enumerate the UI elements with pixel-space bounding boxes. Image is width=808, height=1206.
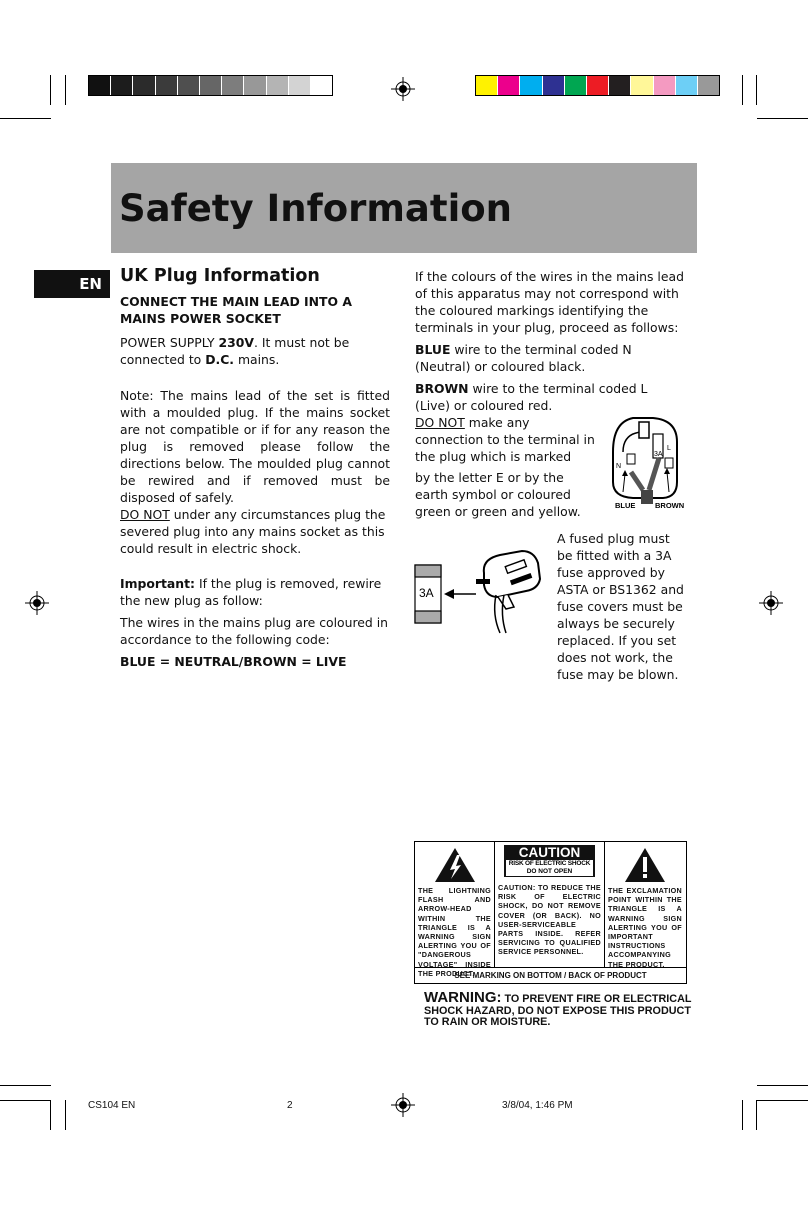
do-not-text-2: make any connection to the terminal in the plug which is marked (415, 415, 595, 464)
footer-code: CS104 EN (88, 1100, 136, 1111)
color-bar (475, 75, 720, 96)
warning-line-3: TO RAIN OR MOISTURE. (424, 1016, 551, 1028)
intro-paragraph: If the colours of the wires in the mains lead of this apparatus may not correspond with the coloured markings identifying the terminals in your plug, proceed as follows: (415, 269, 684, 335)
warning-label: WARNING: (424, 989, 502, 1006)
plug-fuse-label: 3A (654, 451, 663, 458)
color-swatch (609, 76, 631, 95)
power-suffix: mains. (234, 352, 280, 367)
color-swatch (289, 76, 311, 95)
plug-brown-label: BROWN (655, 501, 685, 510)
warning-text-1: TO PREVENT FIRE OR ELECTRICAL (501, 993, 692, 1005)
section-heading: UK Plug Information (120, 266, 320, 286)
caution-mid-text: CAUTION: TO REDUCE THE RISK OF ELECTRIC SHOCK, DO NOT REMOVE COVER (OR BACK). NO USER-SERVICEABLE PARTS INSIDE. REFER SERVICING TO QUALIFIED SERVICE PERSONNEL. (498, 883, 601, 957)
color-swatch (311, 76, 332, 95)
caution-bottom-text: SEE MARKING ON BOTTOM / BACK OF PRODUCT (454, 971, 647, 980)
do-not-label: DO NOT (120, 507, 170, 522)
crop-mark (50, 75, 51, 105)
color-swatch (222, 76, 244, 95)
blue-label: BLUE (415, 342, 451, 357)
earth-donot-text (415, 414, 600, 465)
caution-box (414, 841, 687, 984)
fuse-paragraph: A fused plug must be fitted with a 3A fuse approved by ASTA or BS1362 and fuse covers must be always be securely replaced. If you set does not work, the fuse may be blown. (557, 531, 684, 682)
power-mid: . It must not be connected to (120, 335, 350, 367)
caution-sub1 (506, 860, 593, 868)
color-code: BLUE = NEUTRAL/BROWN = LIVE (120, 654, 347, 669)
plug-wiring-diagram (603, 412, 693, 512)
page-title: Safety Information (119, 187, 513, 230)
wires-paragraph: The wires in the mains plug are coloured in accordance to the following code: (120, 615, 389, 647)
crop-mark (757, 118, 808, 119)
plug-l-label: L (667, 445, 671, 452)
earth-warning (415, 414, 600, 520)
earth-text: by the letter E or by the earth symbol or coloured green or green and yellow. (415, 470, 581, 519)
color-swatch (654, 76, 676, 95)
power-dc: D.C. (205, 352, 234, 367)
color-swatch (111, 76, 133, 95)
caution-right-text: THE EXCLAMATION POINT WITHIN THE TRIANGLE IS A WARNING SIGN ALERTING YOU OF IMPORTANT INSTRUCTIONS ACCOMPANYING THE PRODUCT. (608, 886, 682, 969)
power-supply-text (120, 334, 390, 368)
power-voltage: 230V (218, 335, 254, 350)
color-swatch (244, 76, 266, 95)
gray-scale-bar (88, 75, 333, 96)
caution-left-text: THE LIGHTNING FLASH AND ARROW-HEAD WITHIN THE TRIANGLE IS A WARNING SIGN ALERTING YOU OF "DANGEROUS VOLTAGE" INSIDE THE PRODUCT. (418, 886, 491, 978)
caution-sub2 (506, 868, 593, 876)
color-swatch (200, 76, 222, 95)
plug-n-label: N (616, 463, 622, 470)
color-swatch (156, 76, 178, 95)
registration-mark-icon (25, 591, 49, 615)
crop-mark (0, 1100, 51, 1101)
language-label: EN (79, 275, 102, 293)
registration-mark-icon (391, 77, 415, 101)
language-tab (34, 270, 110, 298)
lightning-warning-icon (418, 846, 492, 884)
caution-title: CAUTION (518, 845, 581, 860)
right-column (415, 268, 685, 414)
left-column (120, 268, 390, 670)
color-swatch (565, 76, 587, 95)
caution-bottom (415, 967, 686, 983)
important-text: If the plug is removed, rewire the new plug as follow: (120, 576, 382, 608)
crop-mark (742, 75, 743, 105)
color-swatch (543, 76, 565, 95)
important-paragraph (120, 575, 390, 609)
color-swatch (178, 76, 200, 95)
caution-sub1-text: RISK OF ELECTRIC SHOCK (508, 860, 591, 867)
color-swatch (676, 76, 698, 95)
registration-mark-icon (759, 591, 783, 615)
power-prefix: POWER SUPPLY (120, 335, 219, 350)
fuse-label: 3A (419, 586, 434, 600)
warning-line-2: SHOCK HAZARD, DO NOT EXPOSE THIS PRODUCT (424, 1004, 691, 1017)
plug-blue-label: BLUE (615, 501, 636, 510)
do-not-text: under any circumstances plug the severed plug into any mains socket as this could result in electric shock. (120, 507, 386, 556)
do-not-label-2: DO NOT (415, 415, 465, 430)
blue-rest: wire to the terminal coded N (Neutral) or coloured black. (415, 342, 632, 374)
crop-mark (65, 1100, 66, 1130)
registration-mark-icon (391, 1093, 415, 1117)
crop-mark (756, 1100, 757, 1130)
color-swatch (89, 76, 111, 95)
crop-mark (0, 1085, 51, 1086)
fuse-diagram (414, 545, 554, 635)
brown-label: BROWN (415, 381, 469, 396)
color-swatch (587, 76, 609, 95)
caution-mid-cell (495, 842, 605, 967)
brown-rest: wire to the terminal coded L (Live) or coloured red. (415, 381, 648, 413)
crop-mark (50, 1100, 51, 1130)
warning-line-1 (424, 989, 694, 1006)
crop-mark (742, 1100, 743, 1130)
subheading: CONNECT THE MAIN LEAD INTO A MAINS POWER SOCKET (120, 294, 352, 326)
caution-right-cell (605, 842, 685, 967)
caution-sub2-text: DO NOT OPEN (526, 868, 573, 875)
color-swatch (133, 76, 155, 95)
important-label: Important: (120, 576, 195, 591)
crop-mark (65, 75, 66, 105)
title-band (111, 163, 697, 253)
footer-date: 3/8/04, 1:46 PM (502, 1100, 573, 1111)
crop-mark (757, 1085, 808, 1086)
crop-mark (0, 118, 51, 119)
brown-wire-text (415, 380, 685, 414)
color-swatch (498, 76, 520, 95)
footer-page: 2 (287, 1100, 293, 1111)
crop-mark (756, 75, 757, 105)
color-swatch (267, 76, 289, 95)
crop-mark (757, 1100, 808, 1101)
exclamation-warning-icon (608, 846, 682, 884)
warning-text (424, 989, 694, 1029)
blue-wire-text (415, 341, 685, 375)
color-swatch (698, 76, 719, 95)
caution-header (504, 845, 595, 877)
do-not-paragraph (120, 506, 390, 557)
note-paragraph: Note: The mains lead of the set is fitted with a moulded plug. If the mains socket are not compatible or if for any reason the plug is removed please follow the directions below. The moulded plug cannot be rewired and if removed must be disposed of safely. (120, 388, 390, 505)
color-swatch (520, 76, 542, 95)
color-swatch (476, 76, 498, 95)
color-swatch (631, 76, 653, 95)
caution-left-cell (415, 842, 495, 978)
